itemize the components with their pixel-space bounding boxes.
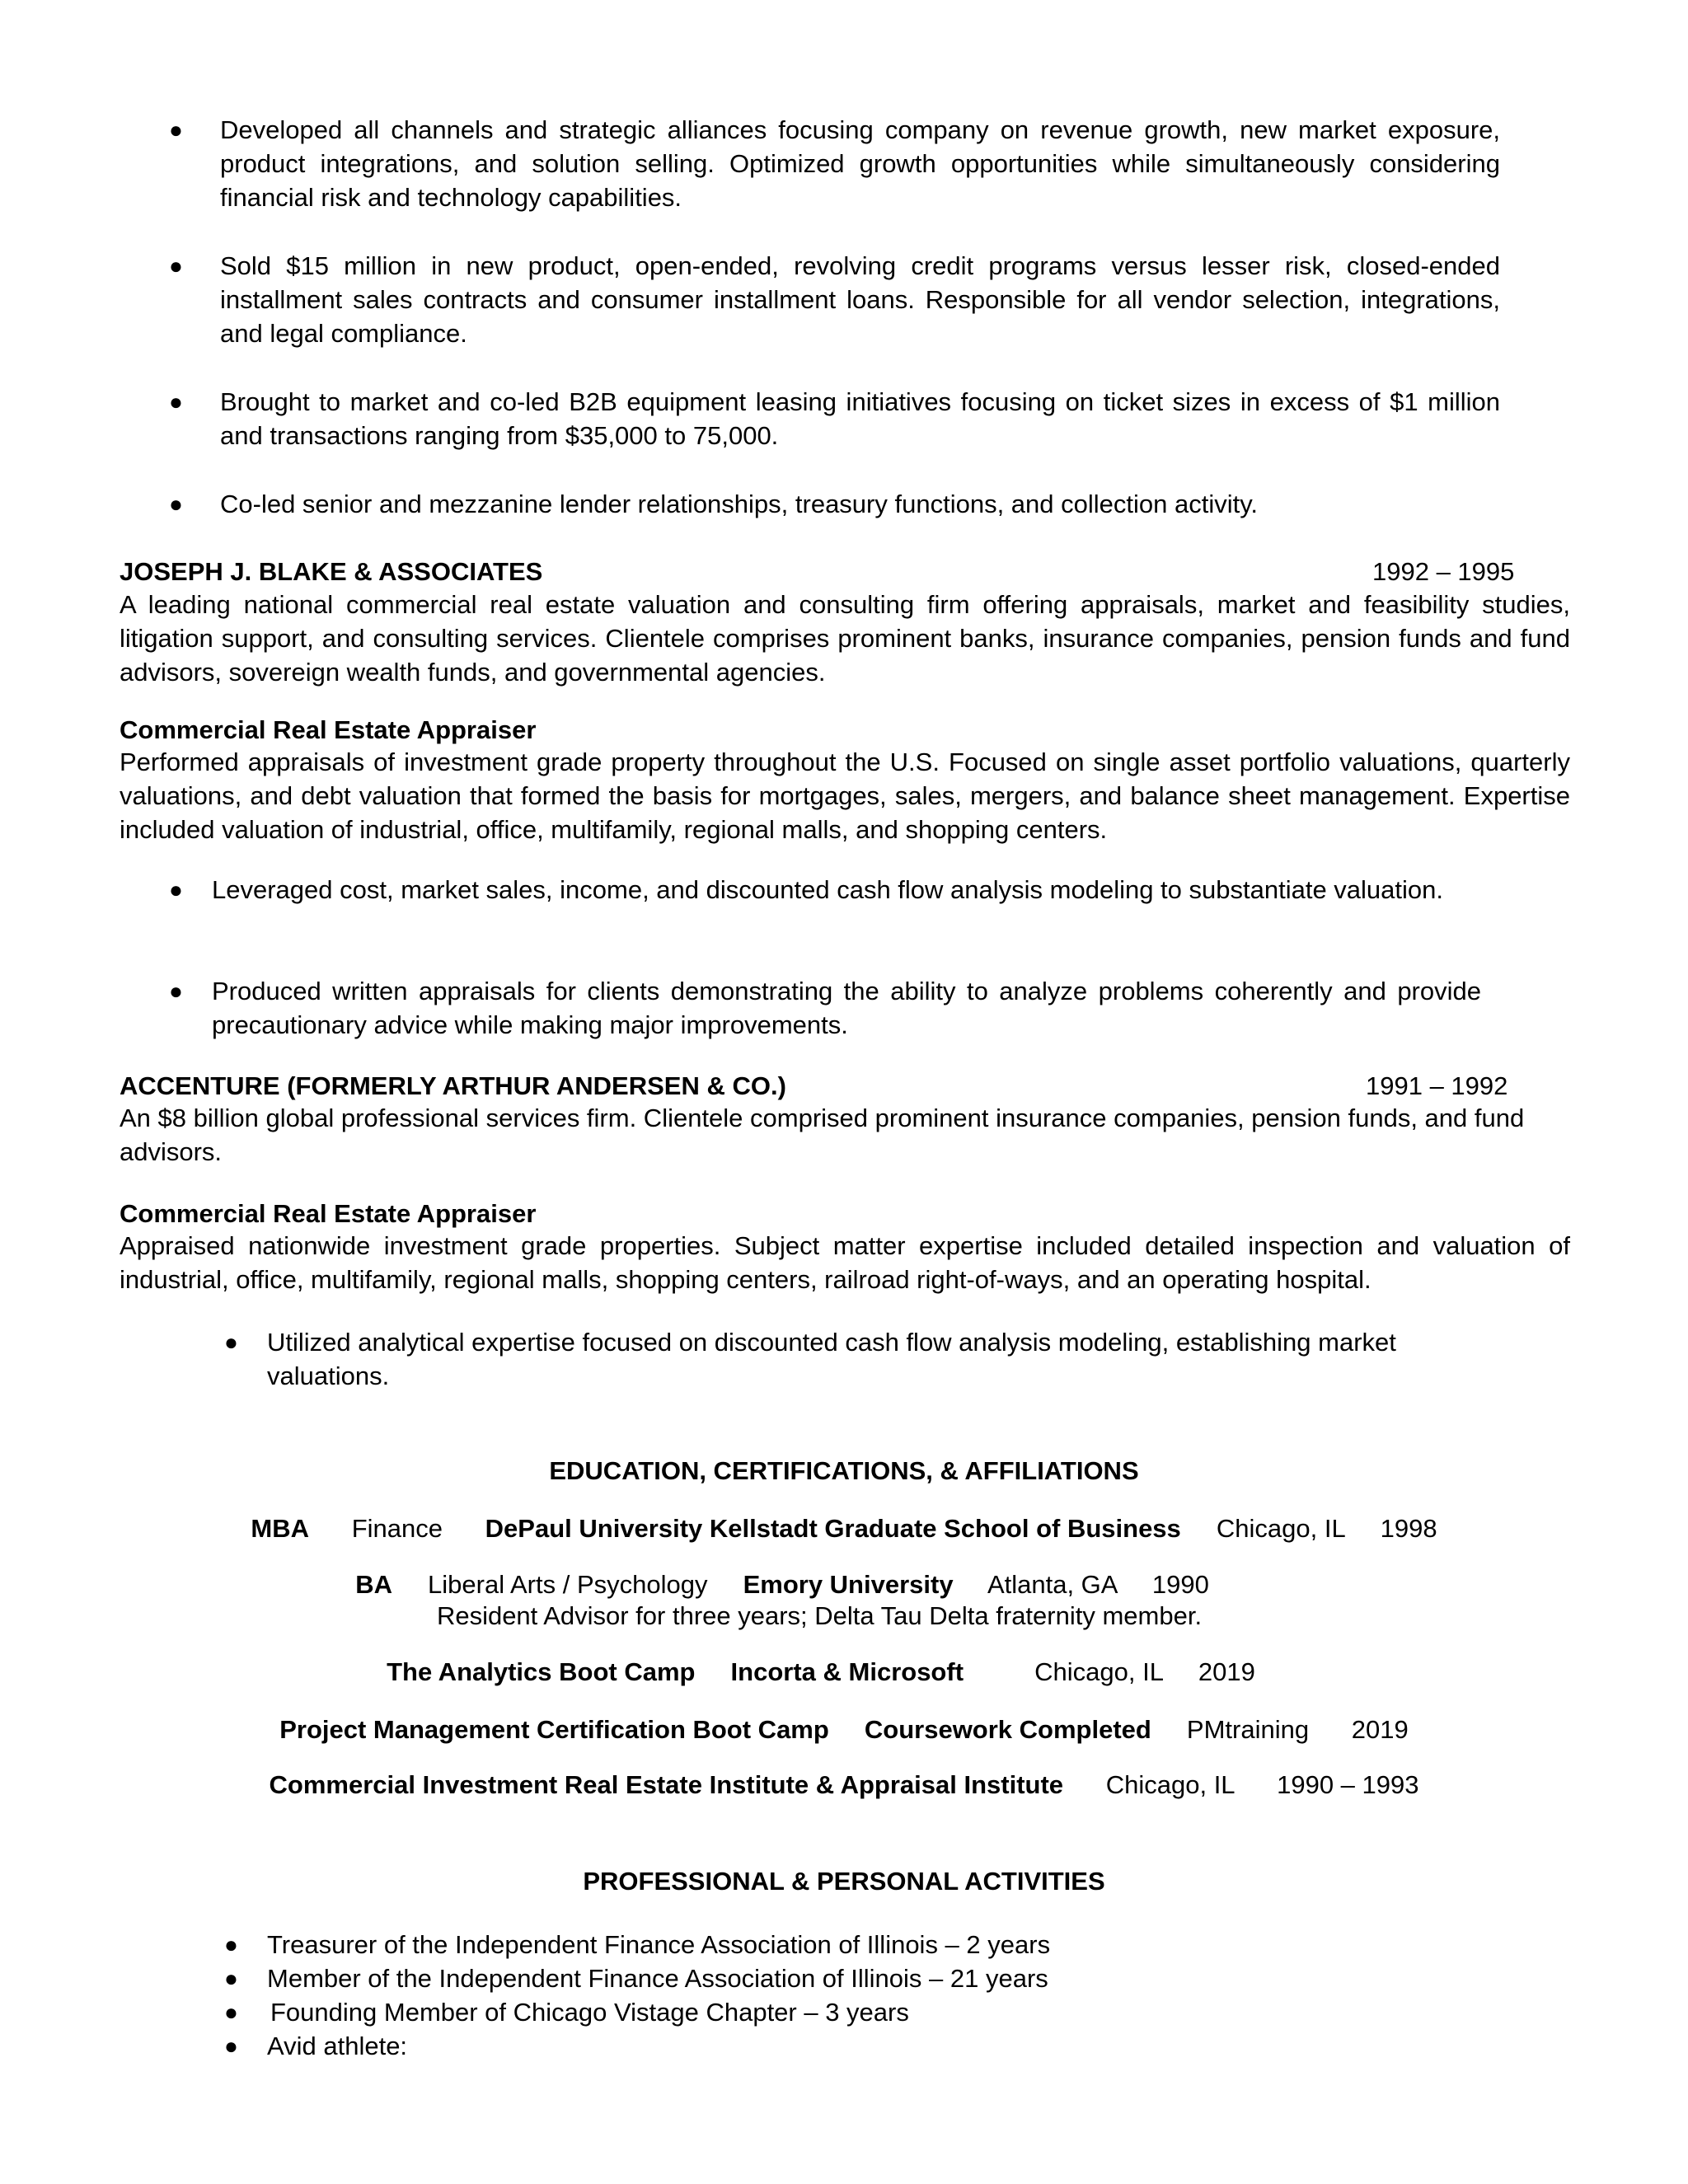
bullet-text: Co-led senior and mezzanine lender relationships, treasury functions, and collection activity. (220, 490, 1259, 518)
year: 1990 (1151, 1570, 1209, 1599)
company-name: ACCENTURE (FORMERLY ARTHUR ANDERSEN & CO.) (120, 1071, 786, 1100)
bullet-icon: ● (224, 1999, 238, 2025)
school: DePaul University Kellstadt Graduate School of Business (485, 1514, 1181, 1543)
section-heading-activities: PROFESSIONAL & PERSONAL ACTIVITIES (583, 1867, 1105, 1896)
status: Coursework Completed (864, 1715, 1151, 1744)
degree: BA (355, 1570, 392, 1599)
job-summary: Appraised nationwide investment grade properties. Subject matter expertise included detailed inspection and valuation of industrial, office, multifamily, regional malls, shopping centers, railroad right-of-ways, and an operating hospital. (120, 1231, 1570, 1294)
company-description: A leading national commercial real estate valuation and consulting firm offering appraisals, market and feasibility studies, litigation support, and consulting services. Clientele comprises prominent banks, insurance companies, pension funds and fund advisors, sovereign wealth funds, and governmental agencies. (120, 590, 1570, 687)
degree: MBA (251, 1514, 309, 1543)
activity-text: Member of the Independent Finance Association of Illinois – 21 years (267, 1964, 1048, 1993)
location: Atlanta, GA (987, 1570, 1117, 1599)
bullet-icon: ● (169, 117, 183, 143)
employment-years: 1991 – 1992 (1366, 1071, 1508, 1100)
bullet-icon: ● (169, 978, 183, 1004)
employment-years: 1992 – 1995 (1372, 557, 1515, 586)
job-title: Commercial Real Estate Appraiser (120, 715, 537, 744)
bullet-text: Leveraged cost, market sales, income, and discounted cash flow analysis modeling to substantiate valuation. (212, 875, 1444, 904)
year: 1998 (1380, 1514, 1437, 1543)
years: 1990 – 1993 (1277, 1770, 1419, 1799)
certification-row-analytics (0, 1655, 1665, 1689)
year: 2019 (1198, 1657, 1255, 1686)
bullet-icon: ● (169, 253, 183, 279)
provider: PMtraining (1186, 1715, 1310, 1744)
school: Emory University (743, 1570, 954, 1599)
company-description: An $8 billion global professional services firm. Clientele comprised prominent insurance companies, pension funds, and fund advisors. (120, 1104, 1525, 1166)
job-summary: Performed appraisals of investment grade property throughout the U.S. Focused on single asset portfolio valuations, quarterly valuations, and debt valuation that formed the basis for mortgages, sales, mergers, and balance sheet management. Expertise included valuation of industrial, office, multifamily, regional malls, and shopping centers. (120, 748, 1570, 844)
program: Project Management Certification Boot Camp (279, 1715, 829, 1744)
company-name: JOSEPH J. BLAKE & ASSOCIATES (120, 557, 543, 586)
location: Chicago, IL (1216, 1514, 1345, 1543)
bullet-text: Developed all channels and strategic alliances focusing company on revenue growth, new market exposure, product integrations, and solution selling. Optimized growth opportunities while simultaneously considering financial risk and technology capabilities. (220, 115, 1500, 212)
activity-text: Treasurer of the Independent Finance Association of Illinois – 2 years (267, 1930, 1051, 1959)
education-row-mba (0, 1511, 1688, 1545)
bullet-icon: ● (224, 1329, 238, 1355)
bullet-icon: ● (224, 2033, 238, 2059)
field: Liberal Arts / Psychology (428, 1570, 708, 1599)
bullet-text: Brought to market and co-led B2B equipment leasing initiatives focusing on ticket sizes in excess of $1 million and transactions ranging from $35,000 to 75,000. (220, 387, 1500, 450)
provider: Incorta & Microsoft (730, 1657, 964, 1686)
bullet-icon: ● (169, 389, 183, 415)
education-note: Resident Advisor for three years; Delta Tau Delta fraternity member. (436, 1601, 1203, 1630)
bullet-icon: ● (169, 491, 183, 517)
location: Chicago, IL (1105, 1770, 1235, 1799)
bullet-text: Produced written appraisals for clients demonstrating the ability to analyze problems coherently and provide precautionary advice while making major improvements. (212, 977, 1481, 1039)
bullet-icon: ● (169, 877, 183, 902)
program: The Analytics Boot Camp (387, 1657, 696, 1686)
program: Commercial Investment Real Estate Institute & Appraisal Institute (269, 1770, 1064, 1799)
bullet-icon: ● (224, 1932, 238, 1957)
job-title: Commercial Real Estate Appraiser (120, 1199, 537, 1228)
education-row-ba (0, 1568, 1626, 1601)
bullet-text: Utilized analytical expertise focused on discounted cash flow analysis modeling, establishing market valuations. (267, 1328, 1396, 1390)
activity-text: Founding Member of Chicago Vistage Chapter – 3 years (270, 1998, 909, 2027)
bullet-text: Sold $15 million in new product, open-ended, revolving credit programs versus lesser risk, closed-ended installment sales contracts and consumer installment loans. Responsible for all vendor selection, integrations, and legal compliance. (220, 251, 1500, 348)
bullet-icon: ● (224, 1966, 238, 1991)
affiliation-row-ccim (0, 1768, 1688, 1802)
section-heading-education: EDUCATION, CERTIFICATIONS, & AFFILIATIONS (549, 1456, 1139, 1485)
activity-text: Avid athlete: (267, 2032, 408, 2060)
field: Finance (351, 1514, 443, 1543)
year: 2019 (1351, 1715, 1409, 1744)
certification-row-pm (0, 1713, 1688, 1746)
location: Chicago, IL (1034, 1657, 1163, 1686)
